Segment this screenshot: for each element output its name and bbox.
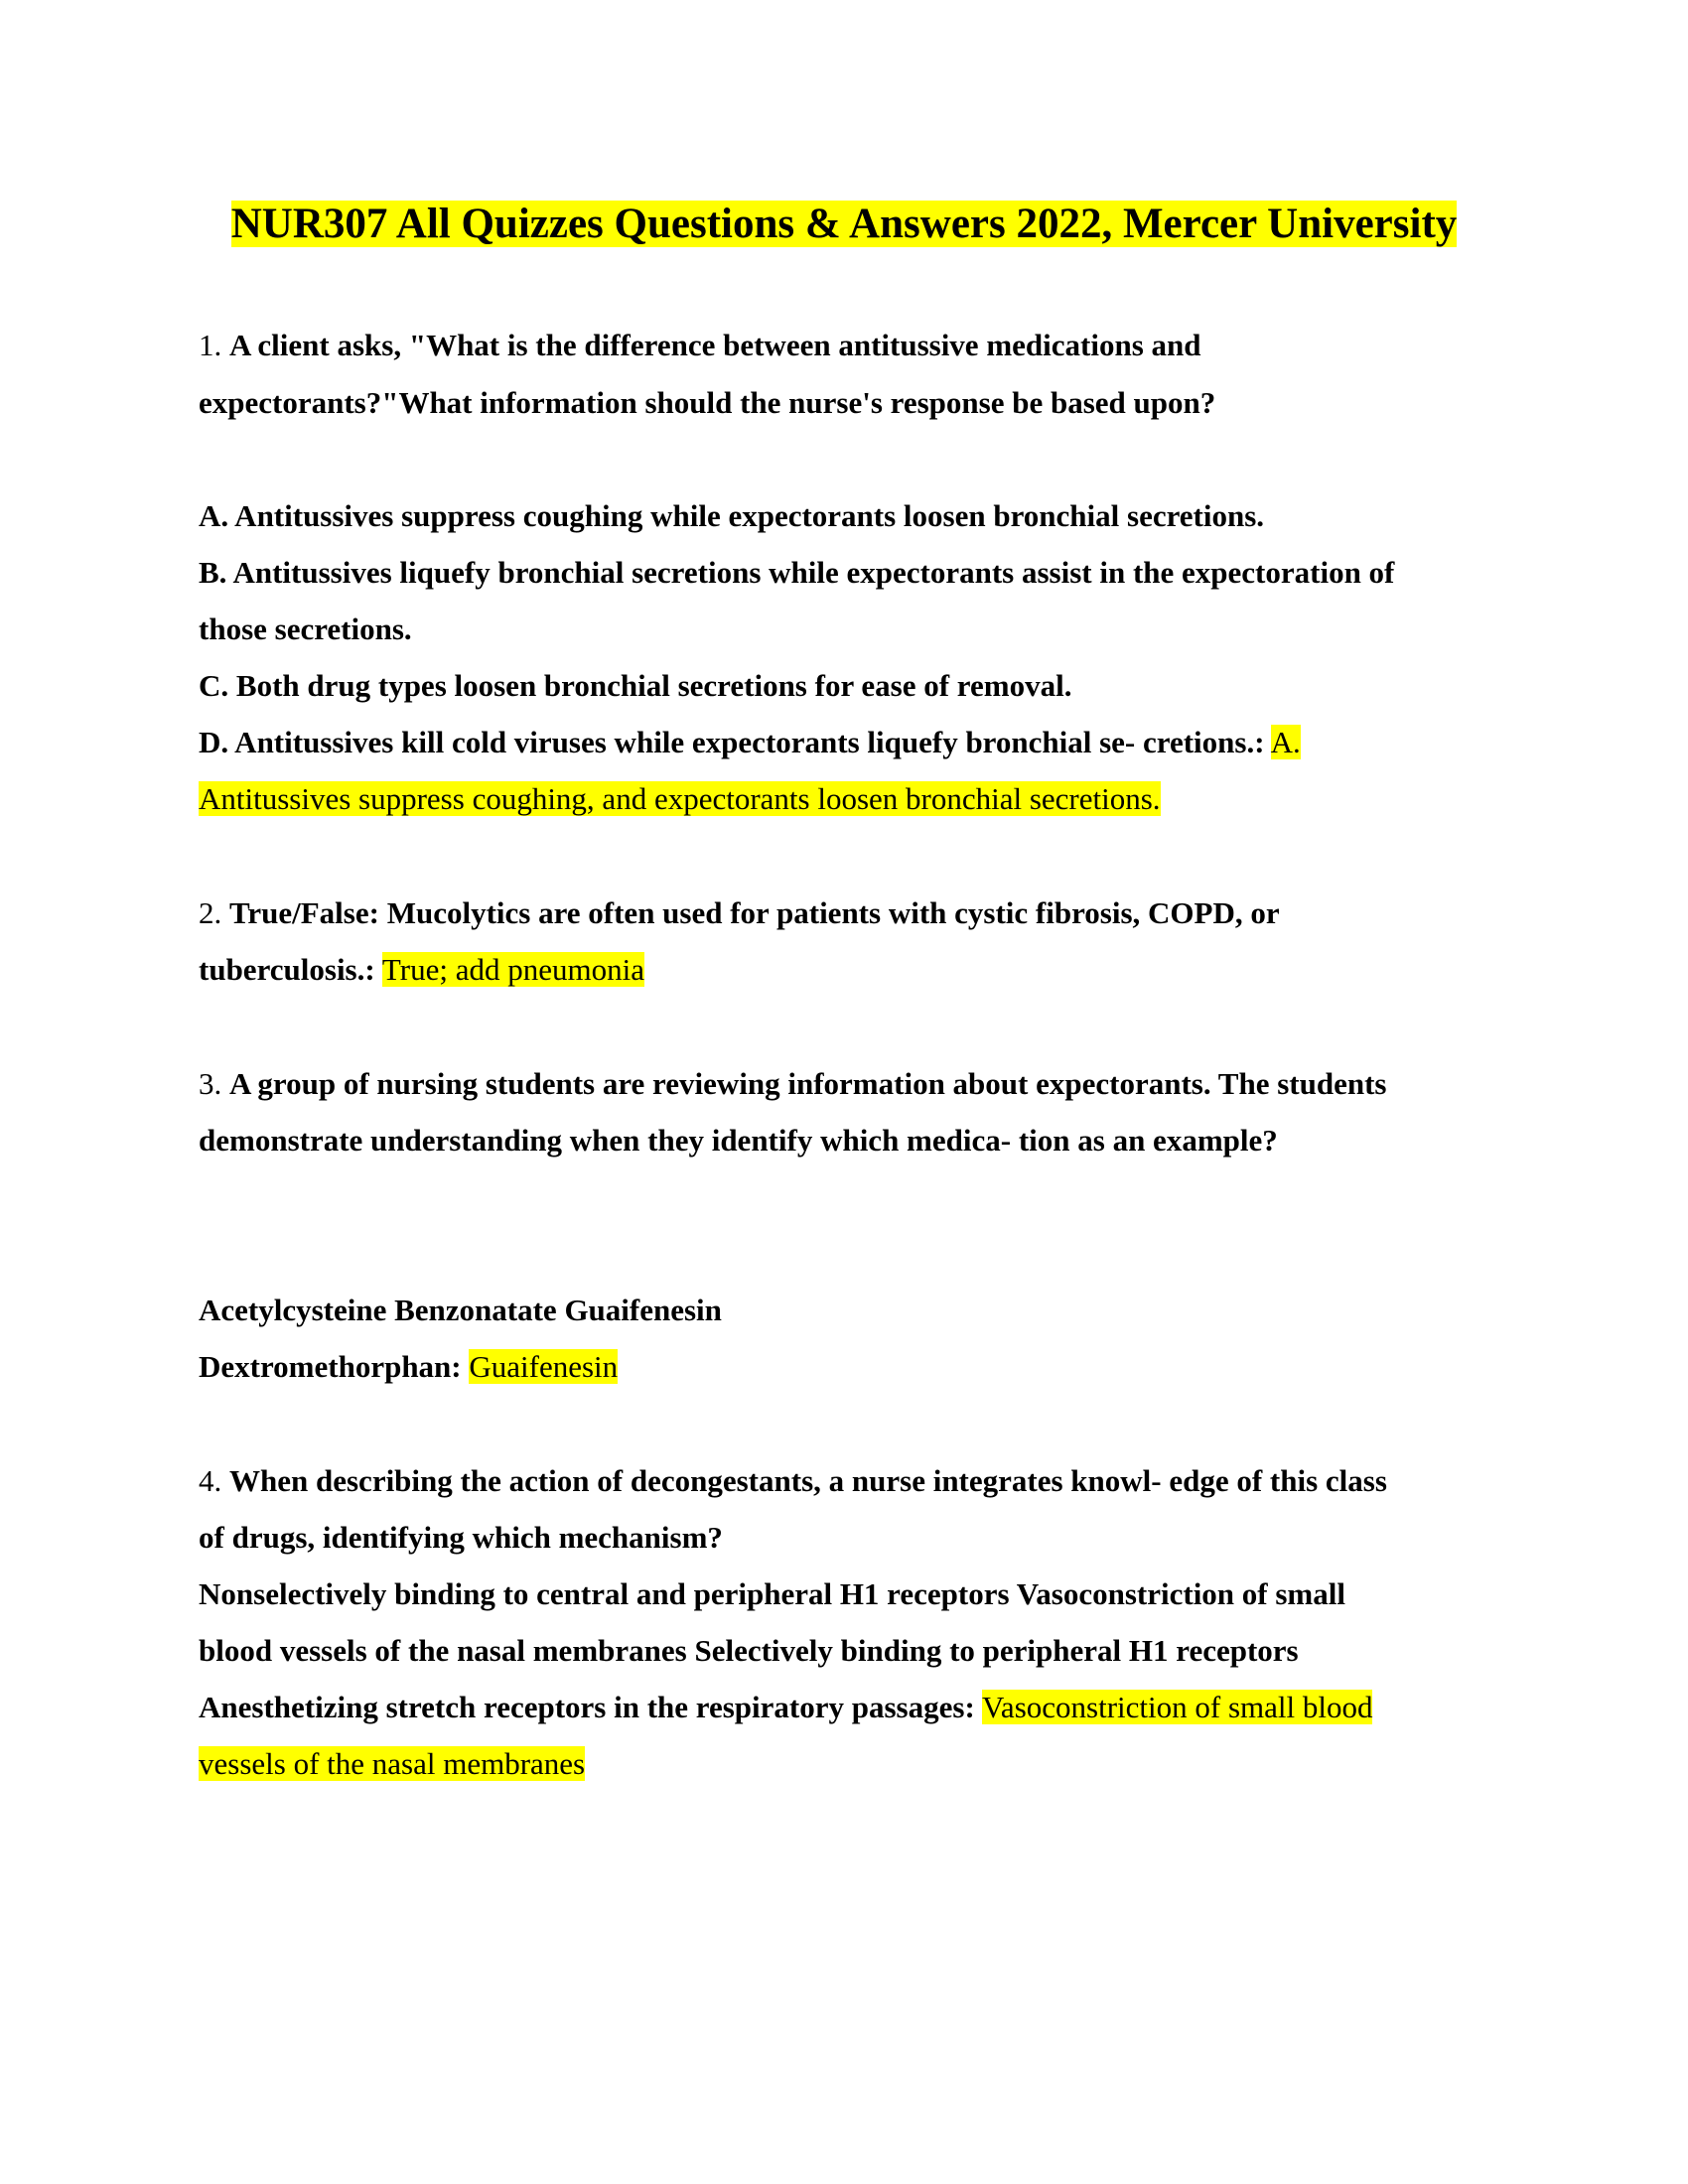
question-4-answer: vessels of the nasal membranes <box>199 1746 586 1781</box>
question-1-answer: Antitussives suppress coughing, and expectorants loosen bronchial secretions. <box>199 781 1161 816</box>
question-3-number: 3. <box>199 1066 222 1101</box>
question-1-answer-start: A. <box>1270 725 1301 759</box>
question-3-line-1 <box>199 1062 1509 1106</box>
question-1-line-1 <box>199 324 1509 367</box>
question-3-choice-last: Dextromethorphan: <box>199 1349 462 1384</box>
title-text: NUR307 All Quizzes Questions & Answers 2022, Mercer University <box>230 201 1458 247</box>
question-1-answer-line <box>199 777 1509 821</box>
question-4-line-4: blood vessels of the nasal membranes Selectively binding to peripheral H1 receptors <box>199 1633 1299 1668</box>
question-4-line-3: Nonselectively binding to central and peripheral H1 receptors Vasoconstriction of small <box>199 1576 1345 1611</box>
question-2-answer: True; add pneumonia <box>381 952 644 987</box>
question-2-text: True/False: Mucolytics are often used for patients with cystic fibrosis, COPD, or <box>229 895 1280 930</box>
question-1-text: A client asks, "What is the difference between antitussive medications and <box>229 328 1201 362</box>
question-3-line-2: demonstrate understanding when they identify which medica- tion as an example? <box>199 1123 1278 1158</box>
question-2-line-1 <box>199 891 1509 935</box>
question-2-line-2 <box>199 948 1509 992</box>
question-3-answer: Guaifenesin <box>469 1349 619 1384</box>
question-4-line-2: of drugs, identifying which mechanism? <box>199 1520 723 1555</box>
question-4-answer-start: Vasoconstriction of small blood <box>981 1690 1373 1724</box>
question-1-line-2: expectorants?"What information should the nurse's response be based upon? <box>199 385 1216 420</box>
question-1-option-a: A. Antitussives suppress coughing while expectorants loosen bronchial secretions. <box>199 498 1265 533</box>
question-3-text: A group of nursing students are reviewing information about expectorants. The students <box>229 1066 1387 1101</box>
question-4-answer-line <box>199 1742 1509 1786</box>
question-2-text-cont: tuberculosis.: <box>199 952 375 987</box>
question-1-option-d: D. Antitussives kill cold viruses while expectorants liquefy bronchial se- cretions.: <box>199 725 1265 759</box>
question-4-line-1 <box>199 1459 1509 1503</box>
question-1-option-b: B. Antitussives liquefy bronchial secretions while expectorants assist in the expectoration of <box>199 555 1395 590</box>
document-title <box>0 195 1688 254</box>
question-1-option-c: C. Both drug types loosen bronchial secretions for ease of removal. <box>199 668 1072 703</box>
question-4-number: 4. <box>199 1463 222 1498</box>
question-4-text-last: Anesthetizing stretch receptors in the respiratory passages: <box>199 1690 975 1724</box>
question-4-line-5 <box>199 1686 1509 1729</box>
question-3-choices: Acetylcysteine Benzonatate Guaifenesin <box>199 1293 722 1327</box>
question-3-choices-line-2 <box>199 1345 1509 1389</box>
question-1-number: 1. <box>199 328 222 362</box>
question-2-number: 2. <box>199 895 222 930</box>
question-4-text: When describing the action of decongestants, a nurse integrates knowl- edge of this class <box>229 1463 1387 1498</box>
question-1-option-b-cont: those secretions. <box>199 612 412 646</box>
question-1-option-d-line <box>199 721 1509 764</box>
